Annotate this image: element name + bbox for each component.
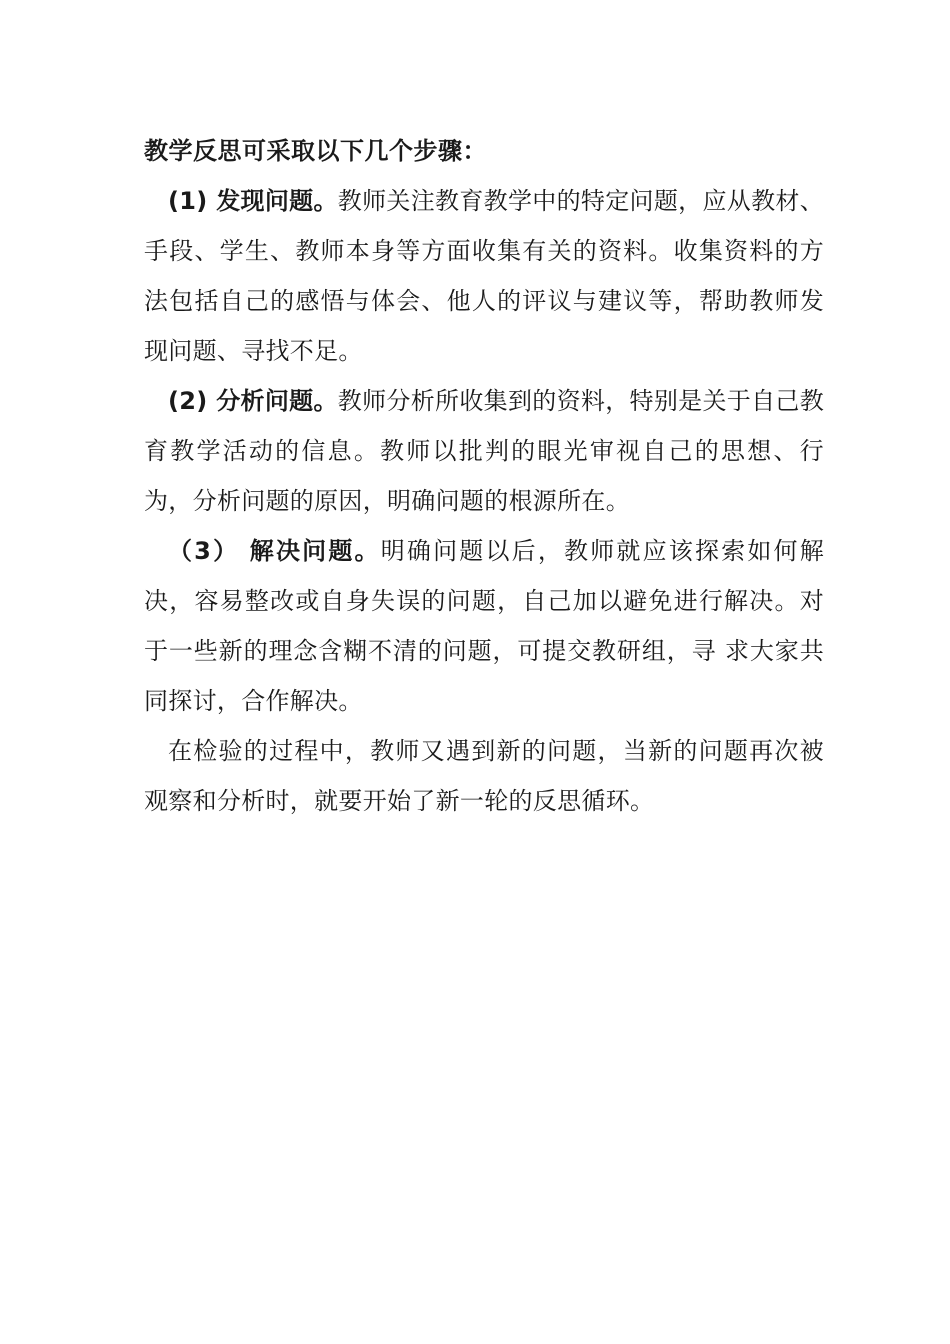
step-lead-2: (2) 分析问题。 (168, 387, 338, 415)
step-text-2: 教师分析所收集到的资料，特别是关于自己教育教学活动的信息。教师以批判的眼光审视自己的思想、行为，分析问题的原因，明确问题的根源所在。 (144, 387, 824, 515)
closing-paragraph: 在检验的过程中，教师又遇到新的问题，当新的问题再次被观察和分析时，就要开始了新一轮的反思循环。 (144, 737, 824, 815)
step-paragraph-1 (144, 176, 824, 376)
step-lead-3: （3） 解决问题。 (168, 537, 381, 565)
step-text-1: 教师关注教育教学中的特定问题，应从教材、手段、学生、教师本身等方面收集有关的资料。收集资料的方法包括自己的感悟与体会、他人的评议与建议等，帮助教师发现问题、寻找不足。 (144, 187, 824, 365)
document-heading: 教学反思可采取以下几个步骤： (144, 137, 487, 165)
step-text-3: 明确问题以后，教师就应该探索如何解决，容易整改或自身失误的问题，自己加以避免进行解决。对于一些新的理念含糊不清的问题，可提交教研组，寻 求大家共同探讨，合作解决。 (144, 537, 824, 715)
step-paragraph-2 (144, 376, 824, 526)
step-lead-1: (1) 发现问题。 (168, 187, 338, 215)
step-paragraph-3 (144, 526, 824, 726)
document-body (144, 126, 824, 826)
